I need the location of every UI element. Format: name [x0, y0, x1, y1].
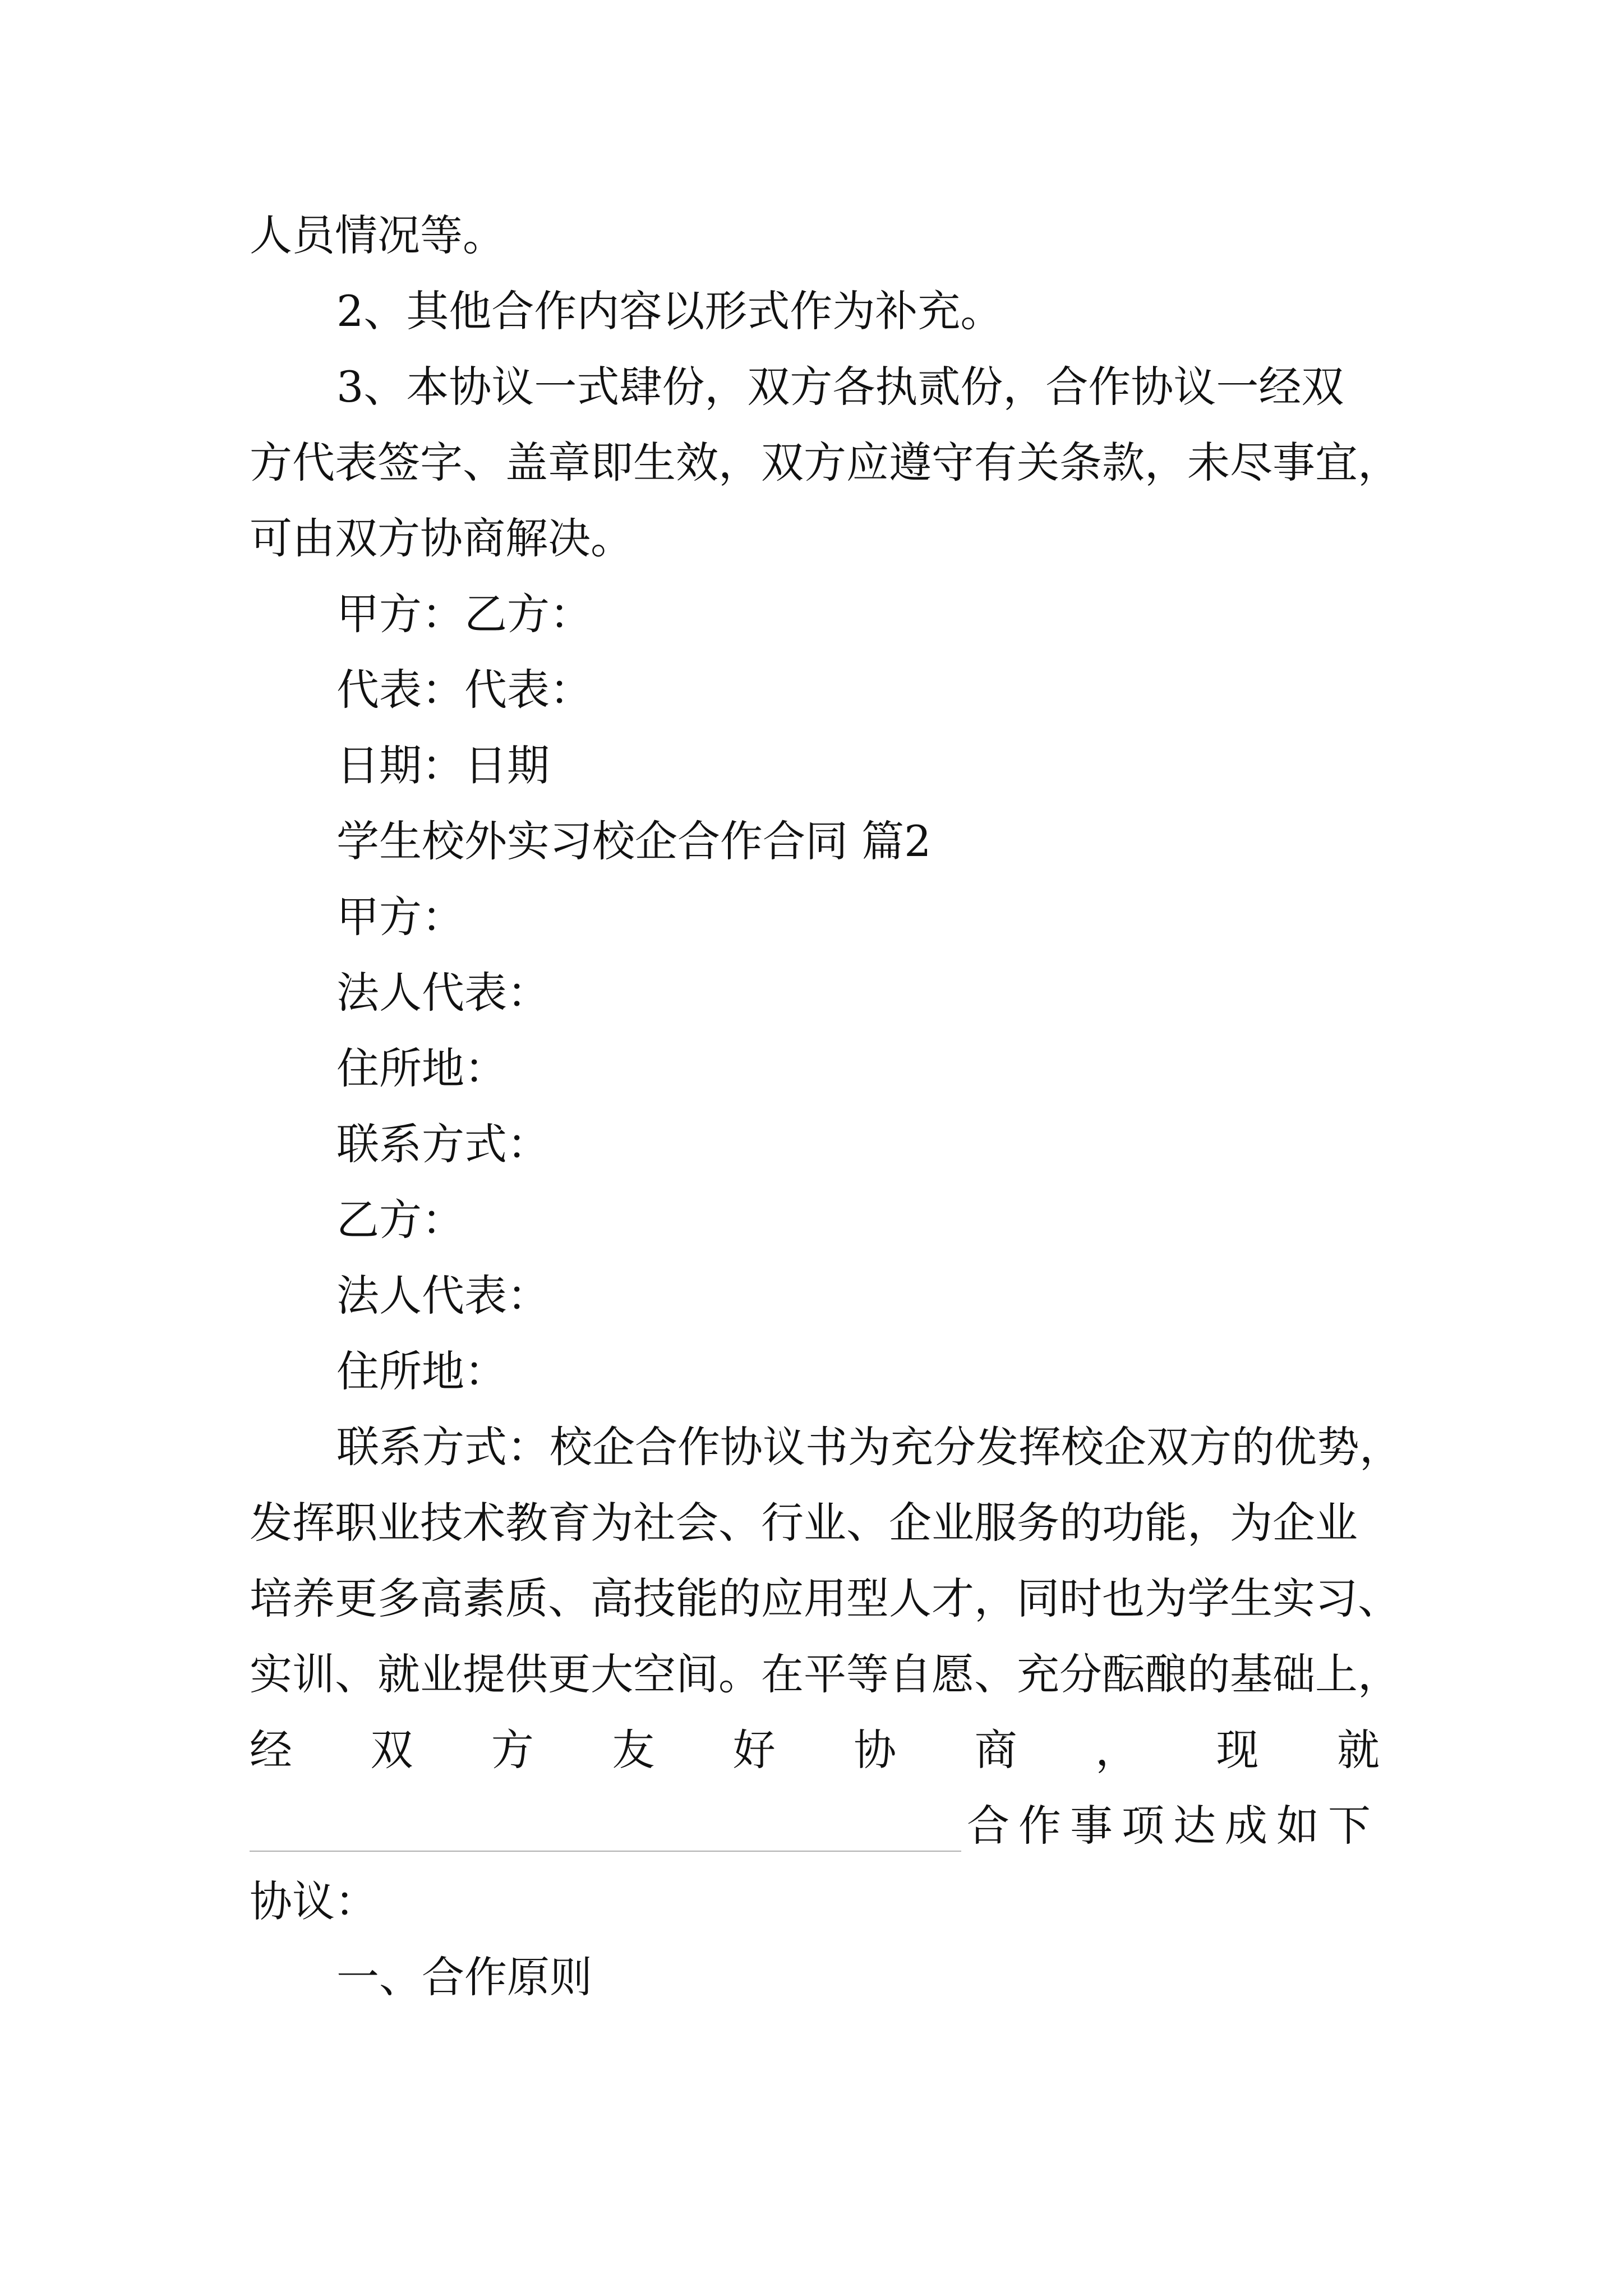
signature-line: 代表：代表： — [336, 665, 592, 715]
text-line: 3、本协议一式肆份，双方各执贰份，合作协议一经双 — [336, 362, 1344, 412]
char: 方 — [491, 1725, 534, 1775]
char: 好 — [732, 1725, 776, 1775]
justified-text-line — [250, 1722, 1380, 1778]
char: 商 — [974, 1725, 1017, 1775]
party-field: 住所地： — [336, 1043, 507, 1093]
signature-line: 日期：日期 — [336, 740, 550, 790]
signature-line: 甲方：乙方： — [336, 589, 592, 639]
fill-in-blank-line — [250, 1798, 1380, 1854]
party-field: 法人代表： — [336, 1271, 550, 1320]
party-field: 甲方： — [336, 892, 464, 942]
party-field: 乙方： — [336, 1195, 464, 1245]
party-field: 联系方式： — [336, 1119, 550, 1169]
text-line: 方代表签字、盖章即生效，双方应遵守有关条款，未尽事宜， — [250, 438, 1400, 487]
text-line: 联系方式：校企合作协议书为充分发挥校企双方的优势， — [336, 1422, 1402, 1472]
char: 双 — [370, 1725, 413, 1775]
text-line: 实训、就业提供更大空间。在平等自愿、充分酝酿的基础上， — [250, 1649, 1400, 1699]
contract-title: 学生校外实习校企合作合同 篇2 — [336, 816, 932, 866]
char: ， — [1095, 1725, 1138, 1775]
text-line: 发挥职业技术教育为社会、行业、企业服务的功能，为企业 — [250, 1498, 1358, 1548]
text-line: 培养更多高素质、高技能的应用型人才，同时也为学生实习、 — [250, 1573, 1400, 1623]
party-field: 住所地： — [336, 1346, 507, 1396]
text-fragment: 合作事项达成如下 — [967, 1801, 1380, 1851]
char: 经 — [250, 1725, 292, 1775]
char: 现 — [1216, 1725, 1259, 1775]
text-line: 可由双方协商解决。 — [250, 513, 633, 563]
char: 协 — [854, 1725, 897, 1775]
blank-underline — [250, 1851, 961, 1852]
text-line: 2、其他合作内容以形式作为补充。 — [336, 286, 1003, 336]
text-line: 协议： — [250, 1876, 377, 1926]
section-heading: 一、合作原则 — [336, 1952, 592, 2002]
char: 就 — [1336, 1725, 1380, 1775]
text-line: 人员情况等。 — [250, 210, 505, 260]
char: 友 — [612, 1725, 655, 1775]
party-field: 法人代表： — [336, 968, 550, 1018]
